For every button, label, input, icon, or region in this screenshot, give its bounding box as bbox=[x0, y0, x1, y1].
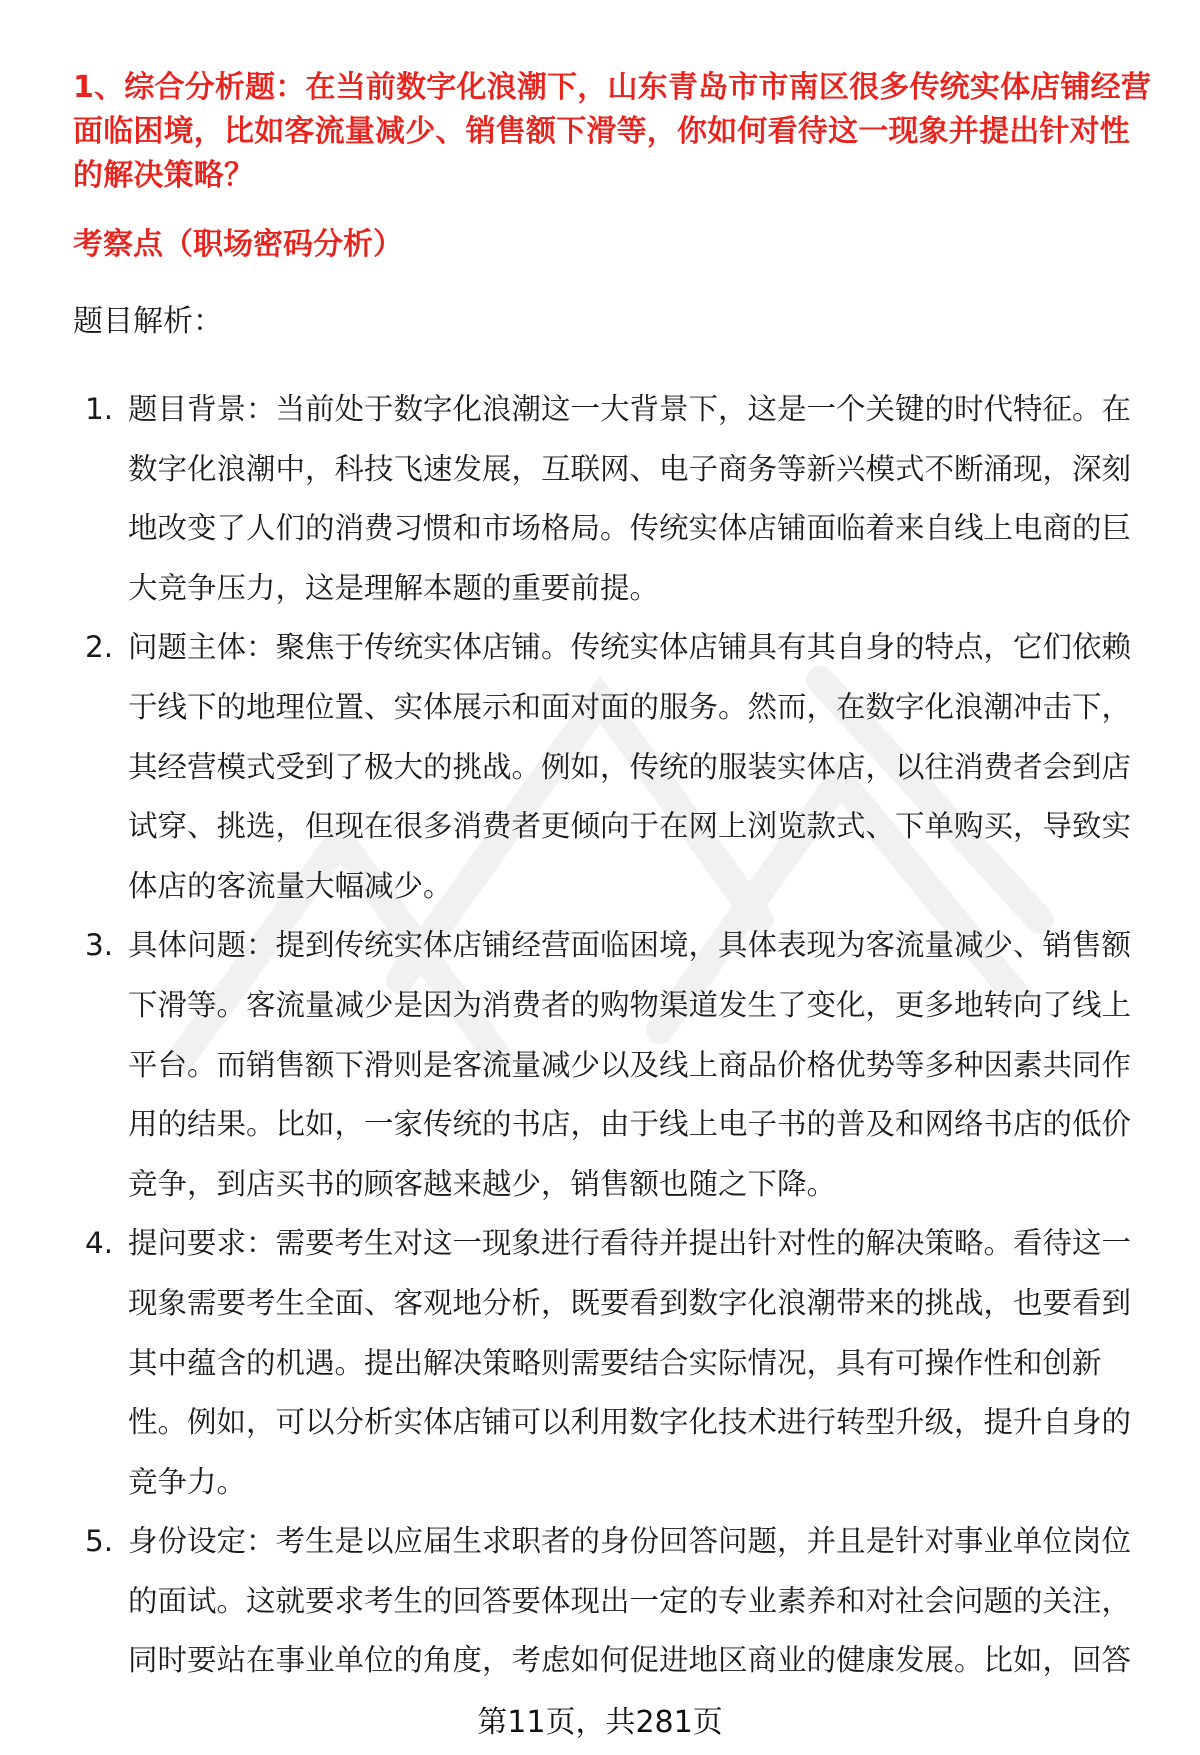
list-item bbox=[73, 1214, 1153, 1512]
list-item-text: 具体问题：提到传统实体店铺经营面临困境，具体表现为客流量减少、销售额下滑等。客流量减少是因为消费者的购物渠道发生了变化，更多地转向了线上平台。而销售额下滑则是客流量减少以及线上商品价格优势等多种因素共同作用的结果。比如，一家传统的书店，由于线上电子书的普及和网络书店的低价竞争，到店买书的顾客越来越少，销售额也随之下降。 bbox=[128, 928, 1132, 1201]
list-item bbox=[73, 380, 1153, 618]
question-heading: 1、综合分析题：在当前数字化浪潮下，山东青岛市市南区很多传统实体店铺经营面临困境，比如客流量减少、销售额下滑等，你如何看待这一现象并提出针对性的解决策略？ bbox=[73, 70, 1152, 193]
list-item-text: 提问要求：需要考生对这一现象进行看待并提出针对性的解决策略。看待这一现象需要考生全面、客观地分析，既要看到数字化浪潮带来的挑战，也要看到其中蕴含的机遇。提出解决策略则需要结合实际情况，具有可操作性和创新性。例如，可以分析实体店铺可以利用数字化技术进行转型升级，提升自身的竞争力。 bbox=[128, 1226, 1132, 1499]
list-item-number: 5. bbox=[85, 1524, 114, 1559]
list-item-text: 题目背景：当前处于数字化浪潮这一大背景下，这是一个关键的时代特征。在数字化浪潮中，科技飞速发展，互联网、电子商务等新兴模式不断涌现，深刻地改变了人们的消费习惯和市场格局。传统实体店铺面临着来自线上电商的巨大竞争压力，这是理解本题的重要前提。 bbox=[128, 392, 1132, 605]
list-item bbox=[73, 916, 1153, 1214]
list-item bbox=[73, 1512, 1153, 1691]
list-item-text: 问题主体：聚焦于传统实体店铺。传统实体店铺具有其自身的特点，它们依赖于线下的地理位置、实体展示和面对面的服务。然而，在数字化浪潮冲击下，其经营模式受到了极大的挑战。例如，传统的服装实体店，以往消费者会到店试穿、挑选，但现在很多消费者更倾向于在网上浏览款式、下单购买，导致实体店的客流量大幅减少。 bbox=[128, 630, 1132, 903]
page-footer: 第11页，共281页 bbox=[477, 1705, 723, 1740]
list-item-number: 3. bbox=[85, 928, 114, 963]
section-heading-kaocha: 考察点（职场密码分析） bbox=[73, 227, 403, 262]
list-item-text: 身份设定：考生是以应届生求职者的身份回答问题，并且是针对事业单位岗位的面试。这就要求考生的回答要体现出一定的专业素养和对社会问题的关注，同时要站在事业单位的角度，考虑如何促进地区商业的健康发展。比如，回答 bbox=[128, 1524, 1132, 1678]
analysis-label: 题目解析： bbox=[73, 304, 223, 339]
analysis-list bbox=[73, 380, 1153, 1691]
list-item-number: 4. bbox=[85, 1226, 114, 1261]
list-item bbox=[73, 618, 1153, 916]
list-item-number: 2. bbox=[85, 630, 114, 665]
list-item-number: 1. bbox=[85, 392, 114, 426]
